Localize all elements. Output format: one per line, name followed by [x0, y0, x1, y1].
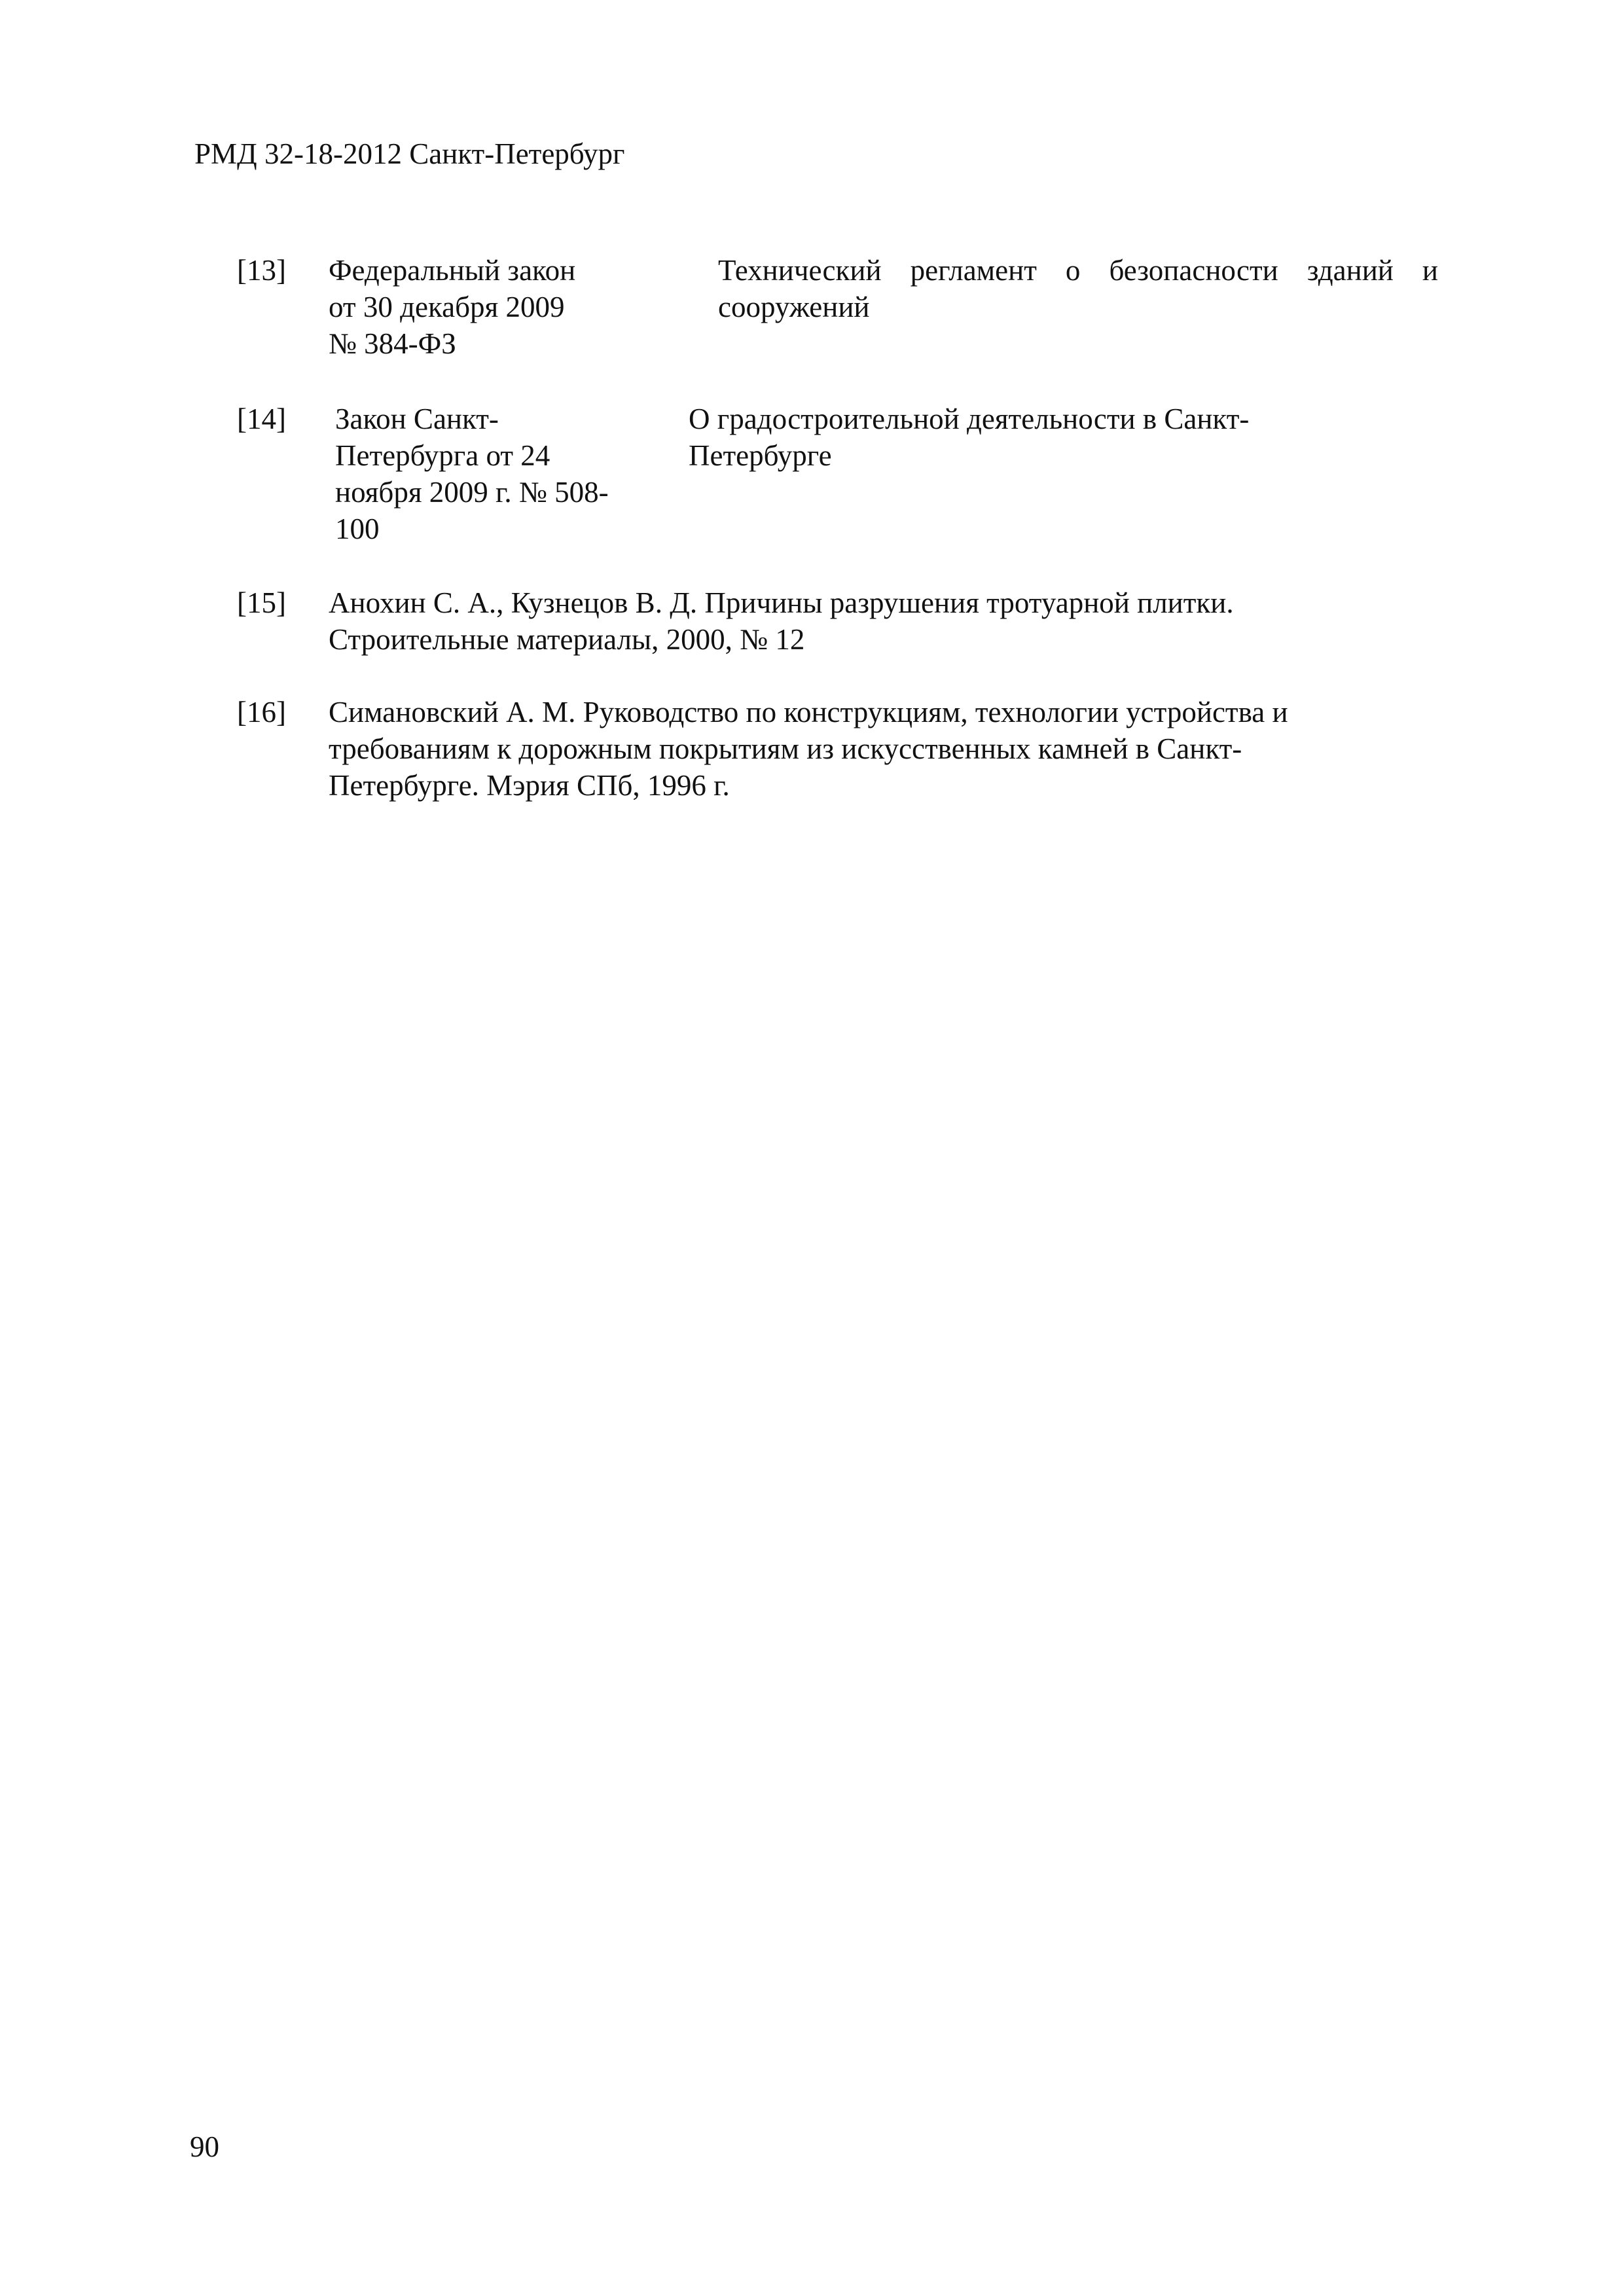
reference-item-16 — [237, 694, 1441, 812]
reference-text: Симановский А. М. Руководство по конструкциям, технологии устройства и требованиям к дорожным покрытиям из искусственных камней в Санкт- Петербурге. Мэрия СПб, 1996 г. — [329, 696, 1288, 802]
reference-source: Федеральный закон от 30 декабря 2009 № 384-ФЗ — [329, 254, 576, 360]
reference-item-15 — [237, 584, 1441, 663]
reference-text: Анохин С. А., Кузнецов В. Д. Причины разрушения тротуарной плитки. Строительные материалы, 2000, № 12 — [329, 586, 1234, 656]
reference-title: Технический регламент о безопасности зданий и сооружений — [718, 254, 1438, 323]
reference-number: [15] — [237, 586, 286, 619]
page-number: 90 — [190, 2130, 219, 2163]
reference-item-13 — [237, 252, 1441, 370]
reference-item-14 — [237, 401, 1441, 558]
reference-number: [14] — [237, 403, 286, 435]
reference-source: Закон Санкт- Петербурга от 24 ноября 2009 г. № 508- 100 — [335, 403, 609, 545]
reference-number: [13] — [237, 254, 286, 287]
reference-title: О градостроительной деятельности в Санкт- Петербурге — [689, 403, 1250, 472]
reference-number: [16] — [237, 696, 286, 728]
document-header: РМД 32-18-2012 Санкт-Петербург — [194, 137, 625, 170]
